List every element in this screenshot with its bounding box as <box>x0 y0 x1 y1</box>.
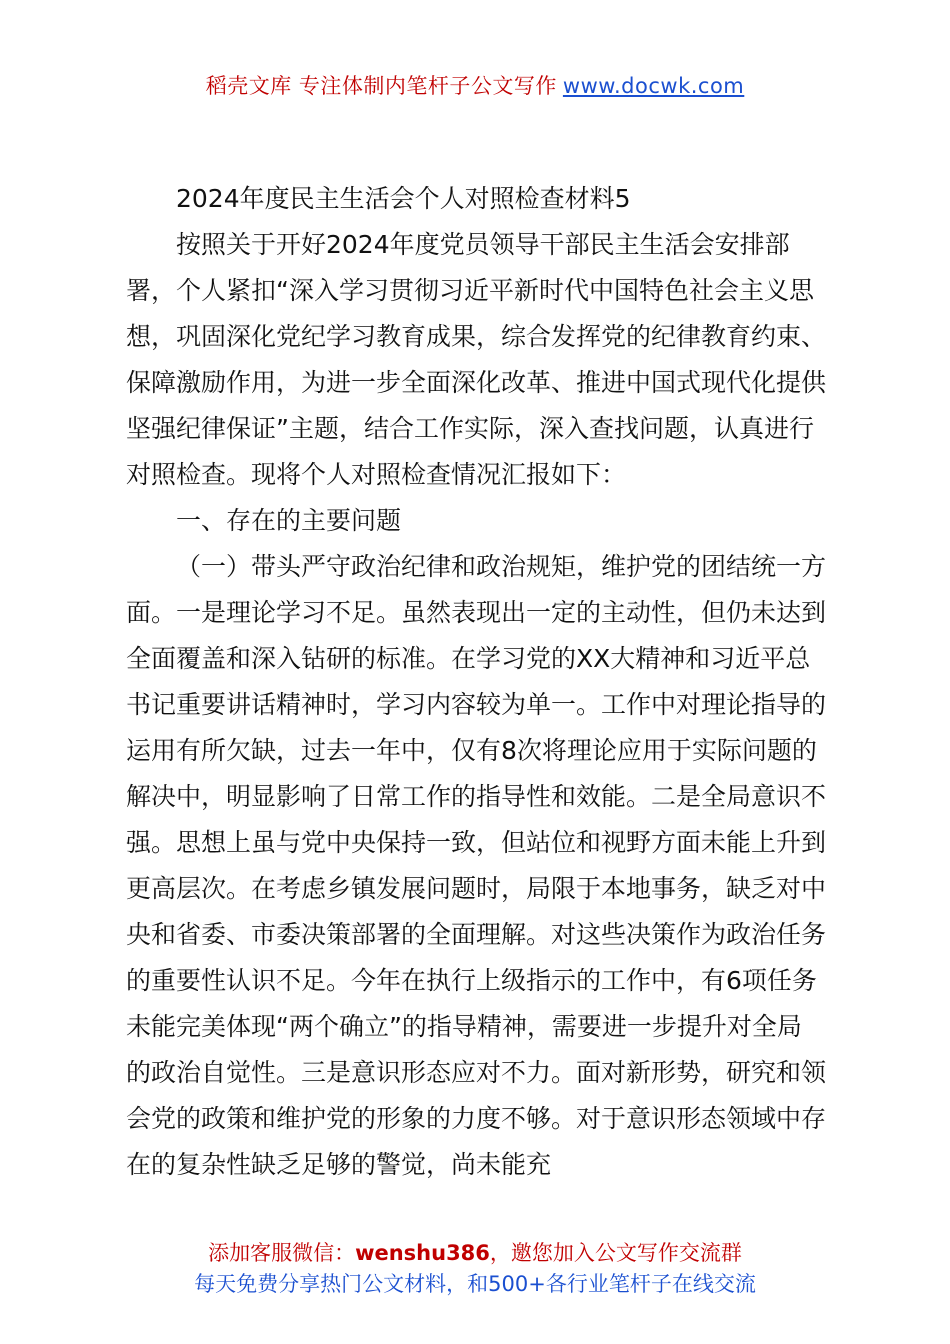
footer-suffix: ，邀您加入公文写作交流群 <box>489 1241 742 1265</box>
wechat-id: wenshu386 <box>355 1241 490 1265</box>
body-paragraph: （一）带头严守政治纪律和政治规矩，维护党的团结统一方面。一是理论学习不足。虽然表现出一定的主动性，但仍未达到全面覆盖和深入钻研的标准。在学习党的XX大精神和习近平总书记重要讲话精神时，学习内容较为单一。工作中对理论指导的运用有所欠缺，过去一年中，仅有8次将理论应用于实际问题的解决中，明显影响了日常工作的指导性和效能。二是全局意识不强。思想上虽与党中央保持一致，但站位和视野方面未能上升到更高层次。在考虑乡镇发展问题时，局限于本地事务，缺乏对中央和省委、市委决策部署的全面理解。对这些决策作为政治任务的重要性认识不足。今年在执行上级指示的工作中，有6项任务未能完美体现“两个确立”的指导精神，需要进一步提升对全局的政治自觉性。三是意识形态应对不力。面对新形势，研究和领会党的政策和维护党的形象的力度不够。对于意识形态领域中存在的复杂性缺乏足够的警觉，尚未能充 <box>126 552 827 1179</box>
page-header <box>0 70 950 100</box>
section-heading: 一、存在的主要问题 <box>176 506 402 535</box>
footer-prefix: 添加客服微信： <box>208 1241 356 1265</box>
site-link[interactable]: www.docwk.com <box>562 74 745 98</box>
footer-share-line: 每天免费分享热门公文材料，和500+各行业笔杆子在线交流 <box>194 1272 756 1296</box>
document-body <box>126 176 826 1188</box>
document-title: 2024年度民主生活会个人对照检查材料5 <box>176 184 631 213</box>
intro-paragraph: 按照关于开好2024年度党员领导干部民主生活会安排部署，个人紧扣“深入学习贯彻习近平新时代中国特色社会主义思想，巩固深化党纪学习教育成果，综合发挥党的纪律教育约束、保障激励作用，为进一步全面深化改革、推进中国式现代化提供坚强纪律保证”主题，结合工作实际，深入查找问题，认真进行对照检查。现将个人对照检查情况汇报如下： <box>126 230 827 489</box>
brand-text: 稻壳文库 专注体制内笔杆子公文写作 <box>205 74 557 98</box>
footer-wechat-line <box>0 1238 950 1269</box>
page-footer <box>0 1238 950 1300</box>
